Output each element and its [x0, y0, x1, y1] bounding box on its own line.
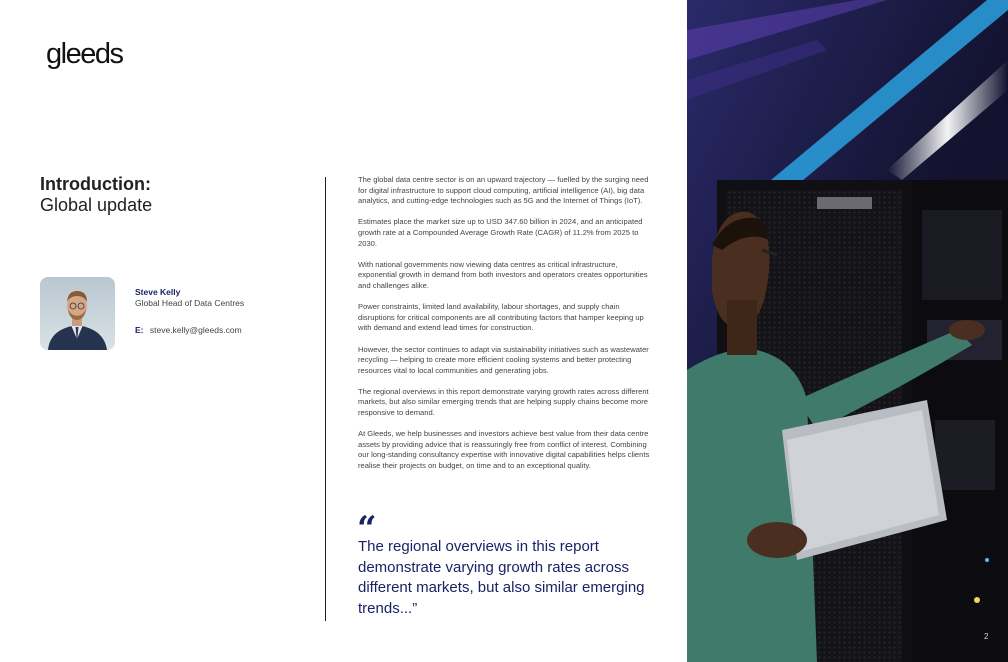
data-centre-photo — [687, 0, 1008, 662]
paragraph: However, the sector continues to adapt via sustainability initiatives such as wastewater recycling — helping to create more efficient cooling systems and better protecting resources vital to local communities and generating jobs. — [358, 344, 649, 375]
portrait-image — [40, 277, 115, 350]
email-link[interactable]: steve.kelly@gleeds.com — [149, 325, 242, 335]
gleeds-logo: gleeds — [46, 38, 123, 70]
paragraph: Power constraints, limited land availability, labour shortages, and supply chain disruptions for critical components are all contributing factors that hamper keeping up with demand and extend lead times for construction. — [358, 302, 644, 333]
body-text — [358, 175, 656, 482]
paragraph: The regional overviews in this report demonstrate varying growth rates across different markets, but also similar emerging trends that are helping supply chains become more responsive to demand. — [358, 386, 649, 418]
contact-email-row — [135, 325, 244, 336]
contact-name: Steve Kelly — [135, 287, 181, 297]
technician-server-photo — [687, 0, 1008, 662]
quote-mark-icon: “ — [357, 509, 377, 549]
avatar — [40, 277, 115, 350]
paragraph: At Gleeds, we help businesses and investors achieve best value from their data centre assets by providing advice that is reassuringly free from conflict of interest. Combining our long-standing consultancy expertise with innovative digital capabilities helps clients realise their projects on budget, on time and to an exceptional quality. — [358, 429, 650, 471]
contact-card — [135, 287, 244, 336]
section-title: Introduction: — [40, 174, 151, 194]
paragraph: Estimates place the market size up to USD 347.60 billion in 2024, and an anticipated growth rate at a Compounded Average Growth Rate (CAGR) of 11.2% from 2025 to 2030. — [358, 217, 643, 248]
page-number: 2 — [984, 632, 989, 641]
contact-role: Global Head of Data Centres — [135, 298, 245, 308]
pull-quote: The regional overviews in this report demonstrate varying growth rates across different markets, but also similar emerging trends...” — [358, 538, 645, 617]
section-subtitle: Global update — [40, 195, 153, 215]
email-label: E: — [135, 325, 144, 335]
paragraph: The global data centre sector is on an upward trajectory — fuelled by the surging need for digital infrastructure to support cloud computing, artificial intelligence (AI), big data analytics, and cutting-edge technologies such as 5G and the Internet of Things (IoT). — [358, 175, 649, 206]
section-heading — [40, 174, 152, 216]
paragraph: With national governments now viewing data centres as critical infrastructure, exponential growth in demand from both investors and operators creates opportunities and challenges alike. — [358, 259, 648, 290]
divider-line — [325, 177, 326, 621]
